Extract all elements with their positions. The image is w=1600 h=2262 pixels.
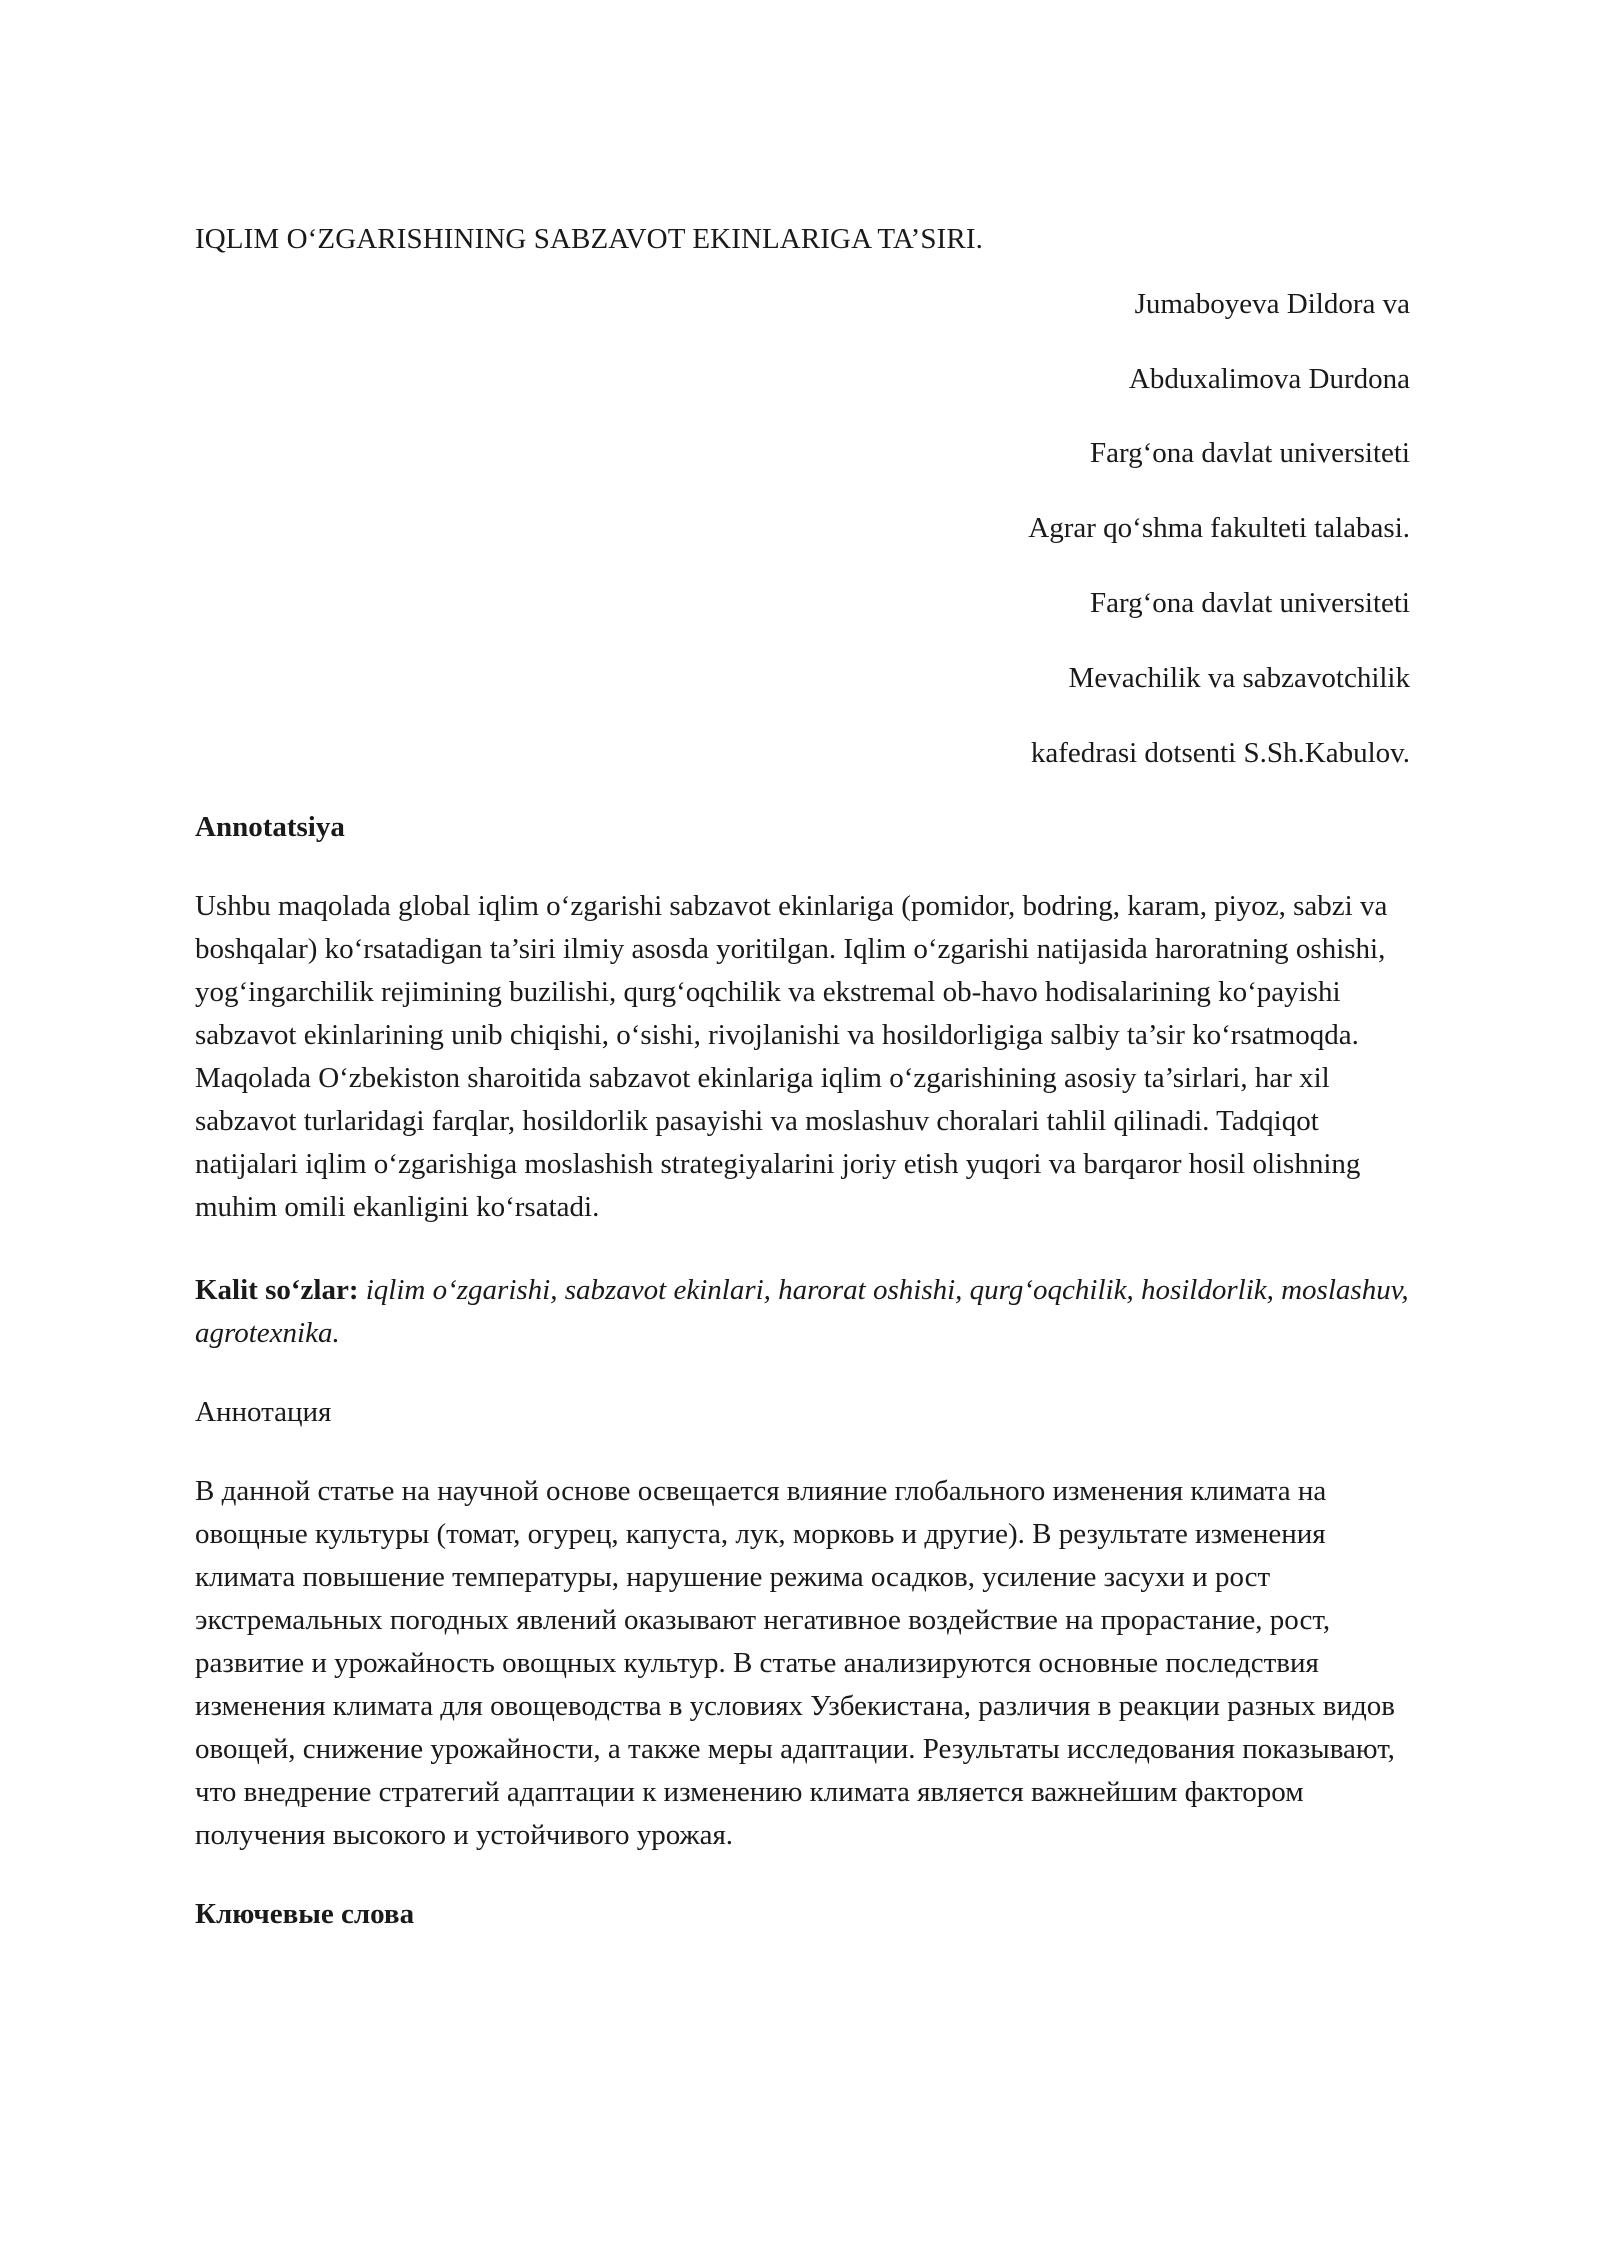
author-block <box>195 287 1410 771</box>
document-content <box>195 222 1410 1972</box>
supervisor-affiliation-line: Farg‘ona davlat universiteti <box>1090 586 1410 619</box>
keywords-uz <box>195 1269 1410 1355</box>
annotation-ru-heading: Аннотация <box>195 1396 332 1429</box>
keywords-uz-label: Kalit so‘zlar: <box>195 1274 359 1307</box>
author-line: Jumaboyeva Dildora va <box>1134 287 1410 320</box>
annotation-ru-text: В данной статье на научной основе освещается влияние глобального изменения климата на овощные культуры (томат, огурец, капуста, лук, морковь и другие). В результате изменения климата повышение температуры, нарушение режима осадков, усиление засухи и рост экстремальных погодных явлений оказывают негативное воздействие на прорастание, рост, развитие и урожайность овощных культур. В статье анализируются основные последствия изменения климата для овощеводства в условиях Узбекистана, различия в реакции разных видов овощей, снижение урожайности, а также меры адаптации. Результаты исследования показывают, что внедрение стратегий адаптации к изменению климата является важнейшим фактором получения высокого и устойчивого урожая. <box>195 1474 1395 1851</box>
author-affiliation-line: Agrar qo‘shma fakulteti talabasi. <box>1028 512 1410 545</box>
annotation-uz-heading: Annotatsiya <box>195 811 345 844</box>
keywords-uz-text: iqlim o‘zgarishi, sabzavot ekinlari, harorat oshishi, qurg‘oqchilik, hosildorlik, moslashuv, agrotexnika. <box>195 1274 1409 1350</box>
annotation-uz-text: Ushbu maqolada global iqlim o‘zgarishi sabzavot ekinlariga (pomidor, bodring, karam, piyoz, sabzi va boshqalar) ko‘rsatadigan ta’siri ilmiy asosda yoritilgan. Iqlim o‘zgarishi natijasida haroratning oshishi, yog‘ingarchilik rejimining buzilishi, qurg‘oqchilik va ekstremal ob-havo hodisalarining ko‘payishi sabzavot ekinlarining unib chiqishi, o‘sishi, rivojlanishi va hosildorligiga salbiy ta’sir ko‘rsatmoqda. Maqolada O‘zbekiston sharoitida sabzavot ekinlariga iqlim o‘zgarishining asosiy ta’sirlari, har xil sabzavot turlaridagi farqlar, hosildorlik pasayishi va moslashuv choralari tahlil qilinadi. Tadqiqot natijalari iqlim o‘zgarishiga moslashish strategiyalarini joriy etish yuqori va barqaror hosil olishning muhim omili ekanligini ko‘rsatadi. <box>195 890 1388 1224</box>
author-line: Abduxalimova Durdona <box>1128 362 1410 395</box>
author-affiliation-line: Farg‘ona davlat universiteti <box>1090 437 1410 470</box>
keywords-ru-heading: Ключевые слова <box>195 1897 415 1930</box>
supervisor-name-line: kafedrasi dotsenti S.Sh.Kabulov. <box>1030 736 1410 769</box>
article-title: IQLIM O‘ZGARISHINING SABZAVOT EKINLARIGA TA’SIRI. <box>195 223 983 255</box>
supervisor-affiliation-line: Mevachilik va sabzavotchilik <box>1068 661 1410 694</box>
